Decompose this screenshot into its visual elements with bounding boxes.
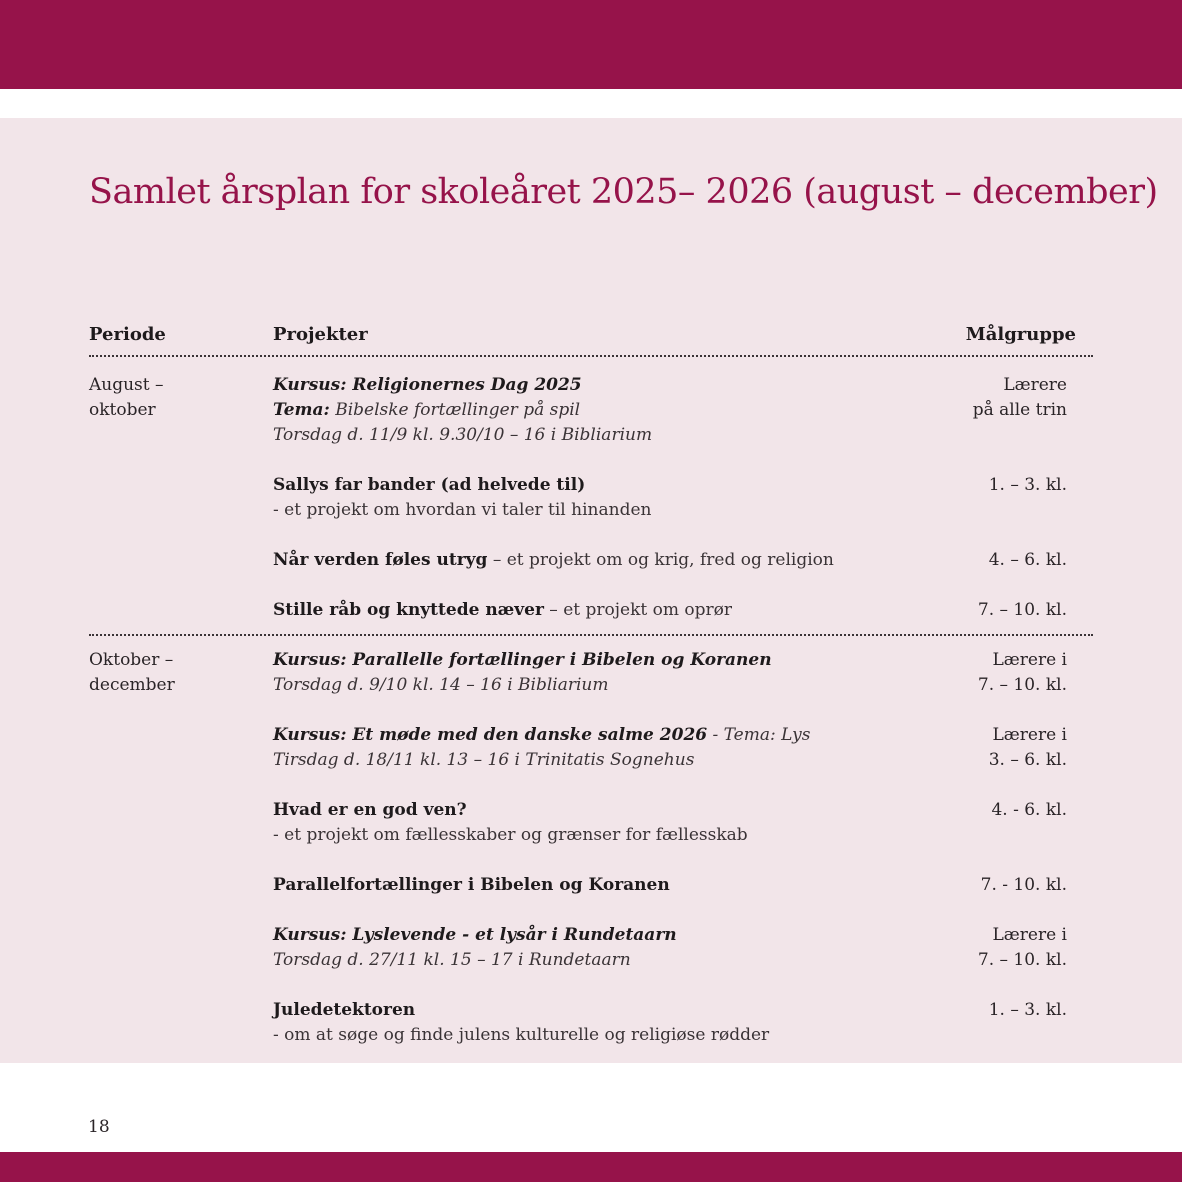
entry-suffix: - Tema: Lys (707, 725, 811, 745)
entry-name: Hvad er en god ven? (273, 800, 467, 820)
entry-detail: - et projekt om hvordan vi taler til hinanden (273, 500, 652, 520)
header-maalgruppe: Målgruppe (965, 324, 1076, 345)
period-separator (89, 634, 1093, 636)
entry-suffix: – et projekt om og krig, fred og religion (487, 550, 834, 570)
entry-detail: - om at søge og finde julens kulturelle og religiøse rødder (273, 1025, 770, 1045)
entry-line (273, 548, 834, 573)
entry-target: 7. – 10. kl. (977, 600, 1067, 620)
entry-detail: Torsdag d. 11/9 kl. 9.30/10 – 16 i Bibliarium (273, 425, 653, 445)
entry-name: Juledetektoren (273, 1000, 416, 1020)
entry-detail: Torsdag d. 27/11 kl. 15 – 17 i Rundetaarn (273, 950, 631, 970)
header-projekter: Projekter (273, 324, 368, 345)
entry-detail: Tirsdag d. 18/11 kl. 13 – 16 i Trinitatis Sognehus (273, 750, 695, 770)
entry-target: 7. – 10. kl. (977, 950, 1067, 970)
entry-name: Kursus: Religionernes Dag 2025 (273, 375, 582, 395)
entry-name: Kursus: Lyslevende - et lysår i Rundetaarn (273, 925, 677, 945)
period-label: december (89, 675, 175, 695)
entry-name: Kursus: Et møde med den danske salme 2026 (273, 725, 708, 745)
entry-target: Lærere i (992, 725, 1067, 745)
header-separator (89, 355, 1093, 357)
entry-line (273, 723, 810, 748)
page-title: Samlet årsplan for skoleåret 2025– 2026 (august – december) (89, 172, 1158, 212)
entry-name: Når verden føles utryg (273, 550, 488, 570)
bottom-bar (0, 1152, 1182, 1182)
tema-label: Tema: (273, 400, 330, 420)
entry-target: Lærere i (992, 650, 1067, 670)
entry-name: Kursus: Parallelle fortællinger i Bibelen og Koranen (273, 650, 772, 670)
top-bar (0, 0, 1182, 89)
page-number: 18 (88, 1117, 110, 1137)
entry-target: på alle trin (972, 400, 1067, 420)
entry-target: 1. – 3. kl. (988, 1000, 1067, 1020)
entry-target: Lærere i (992, 925, 1067, 945)
entry-target: 1. – 3. kl. (988, 475, 1067, 495)
entry-name: Parallelfortællinger i Bibelen og Koranen (273, 875, 670, 895)
header-periode: Periode (89, 324, 166, 345)
entry-target: Lærere (1003, 375, 1067, 395)
period-label: oktober (89, 400, 156, 420)
period-label: Oktober – (89, 650, 174, 670)
entry-target: 7. – 10. kl. (977, 675, 1067, 695)
tema-text: Bibelske fortællinger på spil (329, 400, 581, 420)
entry-name: Sallys far bander (ad helvede til) (273, 475, 586, 495)
entry-line (273, 598, 732, 623)
entry-name: Stille råb og knyttede næver (273, 600, 544, 620)
entry-target: 4. - 6. kl. (991, 800, 1067, 820)
entry-target: 7. - 10. kl. (980, 875, 1067, 895)
entry-target: 4. – 6. kl. (988, 550, 1067, 570)
content-panel (0, 118, 1182, 1063)
entry-target: 3. – 6. kl. (988, 750, 1067, 770)
entry-detail: Torsdag d. 9/10 kl. 14 – 16 i Bibliarium (273, 675, 609, 695)
entry-suffix: – et projekt om oprør (543, 600, 732, 620)
entry-tema (273, 398, 580, 423)
entry-detail: - et projekt om fællesskaber og grænser for fællesskab (273, 825, 748, 845)
period-label: August – (89, 375, 164, 395)
